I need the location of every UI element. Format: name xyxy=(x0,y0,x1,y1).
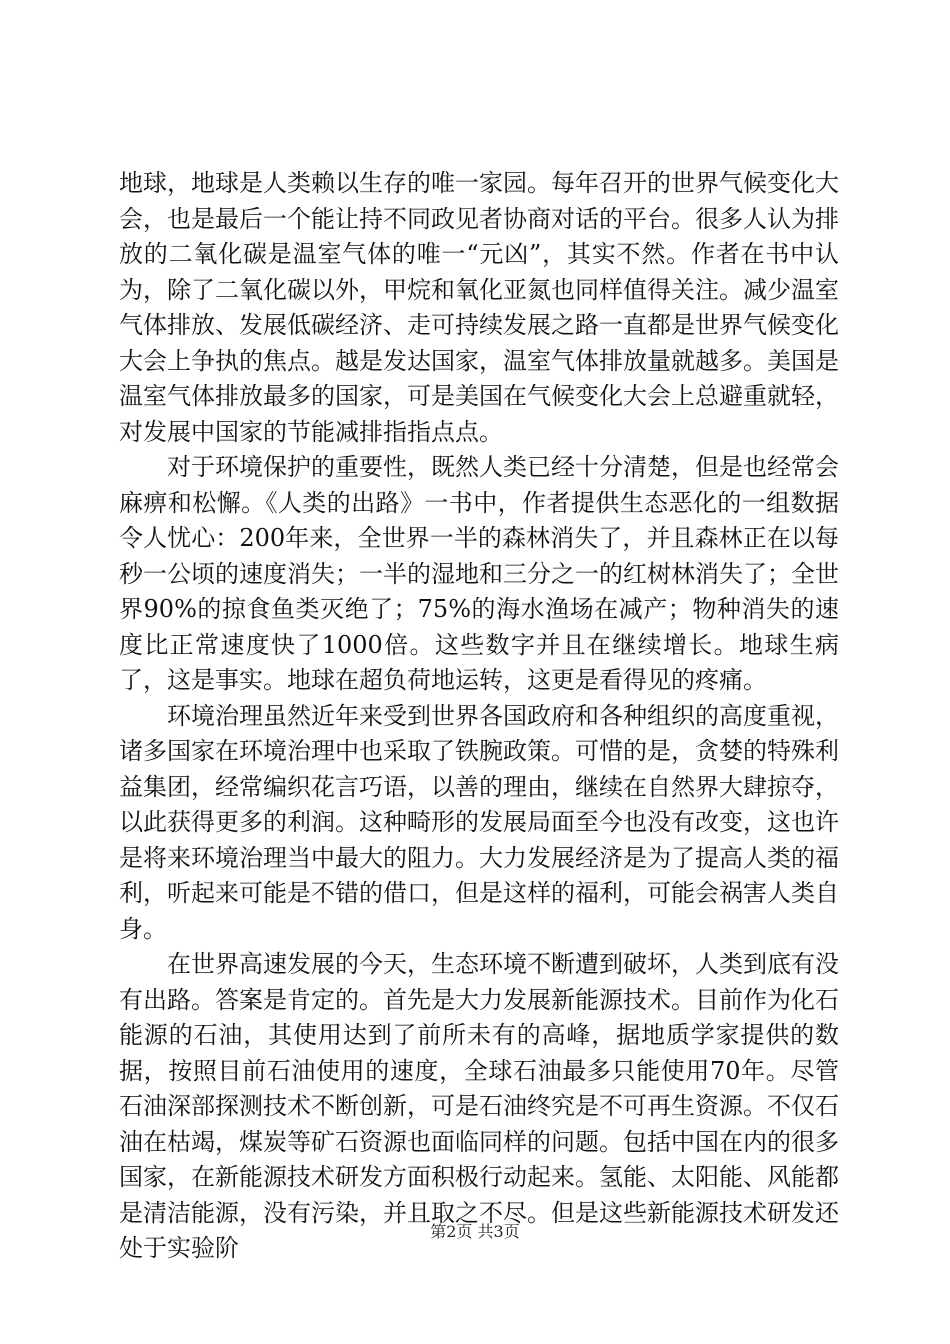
document-body xyxy=(119,166,839,1267)
paragraph-2: 对于环境保护的重要性，既然人类已经十分清楚，但是也经常会麻痹和松懈。《人类的出路》一书中，作者提供生态恶化的一组数据令人忧心：200年来，全世界一半的森林消失了，并且森林正在以每秒一公顷的速度消失；一半的湿地和三分之一的红树林消失了；全世界90%的掠食鱼类灭绝了；75%的海水渔场在减产；物种消失的速度比正常速度快了1000倍。这些数字并且在继续增长。地球生病了，这是事实。地球在超负荷地运转，这更是看得见的疼痛。 xyxy=(119,453,839,694)
page-footer: 第2页 共3页 xyxy=(430,1222,520,1241)
paragraph-3: 环境治理虽然近年来受到世界各国政府和各种组织的高度重视，诸多国家在环境治理中也采取了铁腕政策。可惜的是，贪婪的特殊利益集团，经常编织花言巧语，以善的理由，继续在自然界大肆掠夺，以此获得更多的利润。这种畸形的发展局面至今也没有改变，这也许是将来环境治理当中最大的阻力。大力发展经济是为了提高人类的福利，听起来可能是不错的借口，但是这样的福利，可能会祸害人类自身。 xyxy=(119,701,839,943)
paragraph-1: 地球，地球是人类赖以生存的唯一家园。每年召开的世界气候变化大会，也是最后一个能让持不同政见者协商对话的平台。很多人认为排放的二氧化碳是温室气体的唯一“元凶”，其实不然。作者在书中认为，除了二氧化碳以外，甲烷和氧化亚氮也同样值得关注。减少温室气体排放、发展低碳经济、走可持续发展之路一直都是世界气候变化大会上争执的焦点。越是发达国家，温室气体排放量就越多。美国是温室气体排放最多的国家，可是美国在气候变化大会上总避重就轻，对发展中国家的节能减排指指点点。 xyxy=(119,169,839,446)
paragraph-4: 在世界高速发展的今天，生态环境不断遭到破坏，人类到底有没有出路。答案是肯定的。首先是大力发展新能源技术。目前作为化石能源的石油，其使用达到了前所未有的高峰，据地质学家提供的数据，按照目前石油使用的速度，全球石油最多只能使用70年。尽管石油深部探测技术不断创新，可是石油终究是不可再生资源。不仅石油在枯竭，煤炭等矿石资源也面临同样的问题。包括中国在内的很多国家，在新能源技术研发方面积极行动起来。氢能、太阳能、风能都是清洁能源，没有污染，并且取之不尽。但是这些新能源技术研发还处于实验阶 xyxy=(119,950,839,1262)
